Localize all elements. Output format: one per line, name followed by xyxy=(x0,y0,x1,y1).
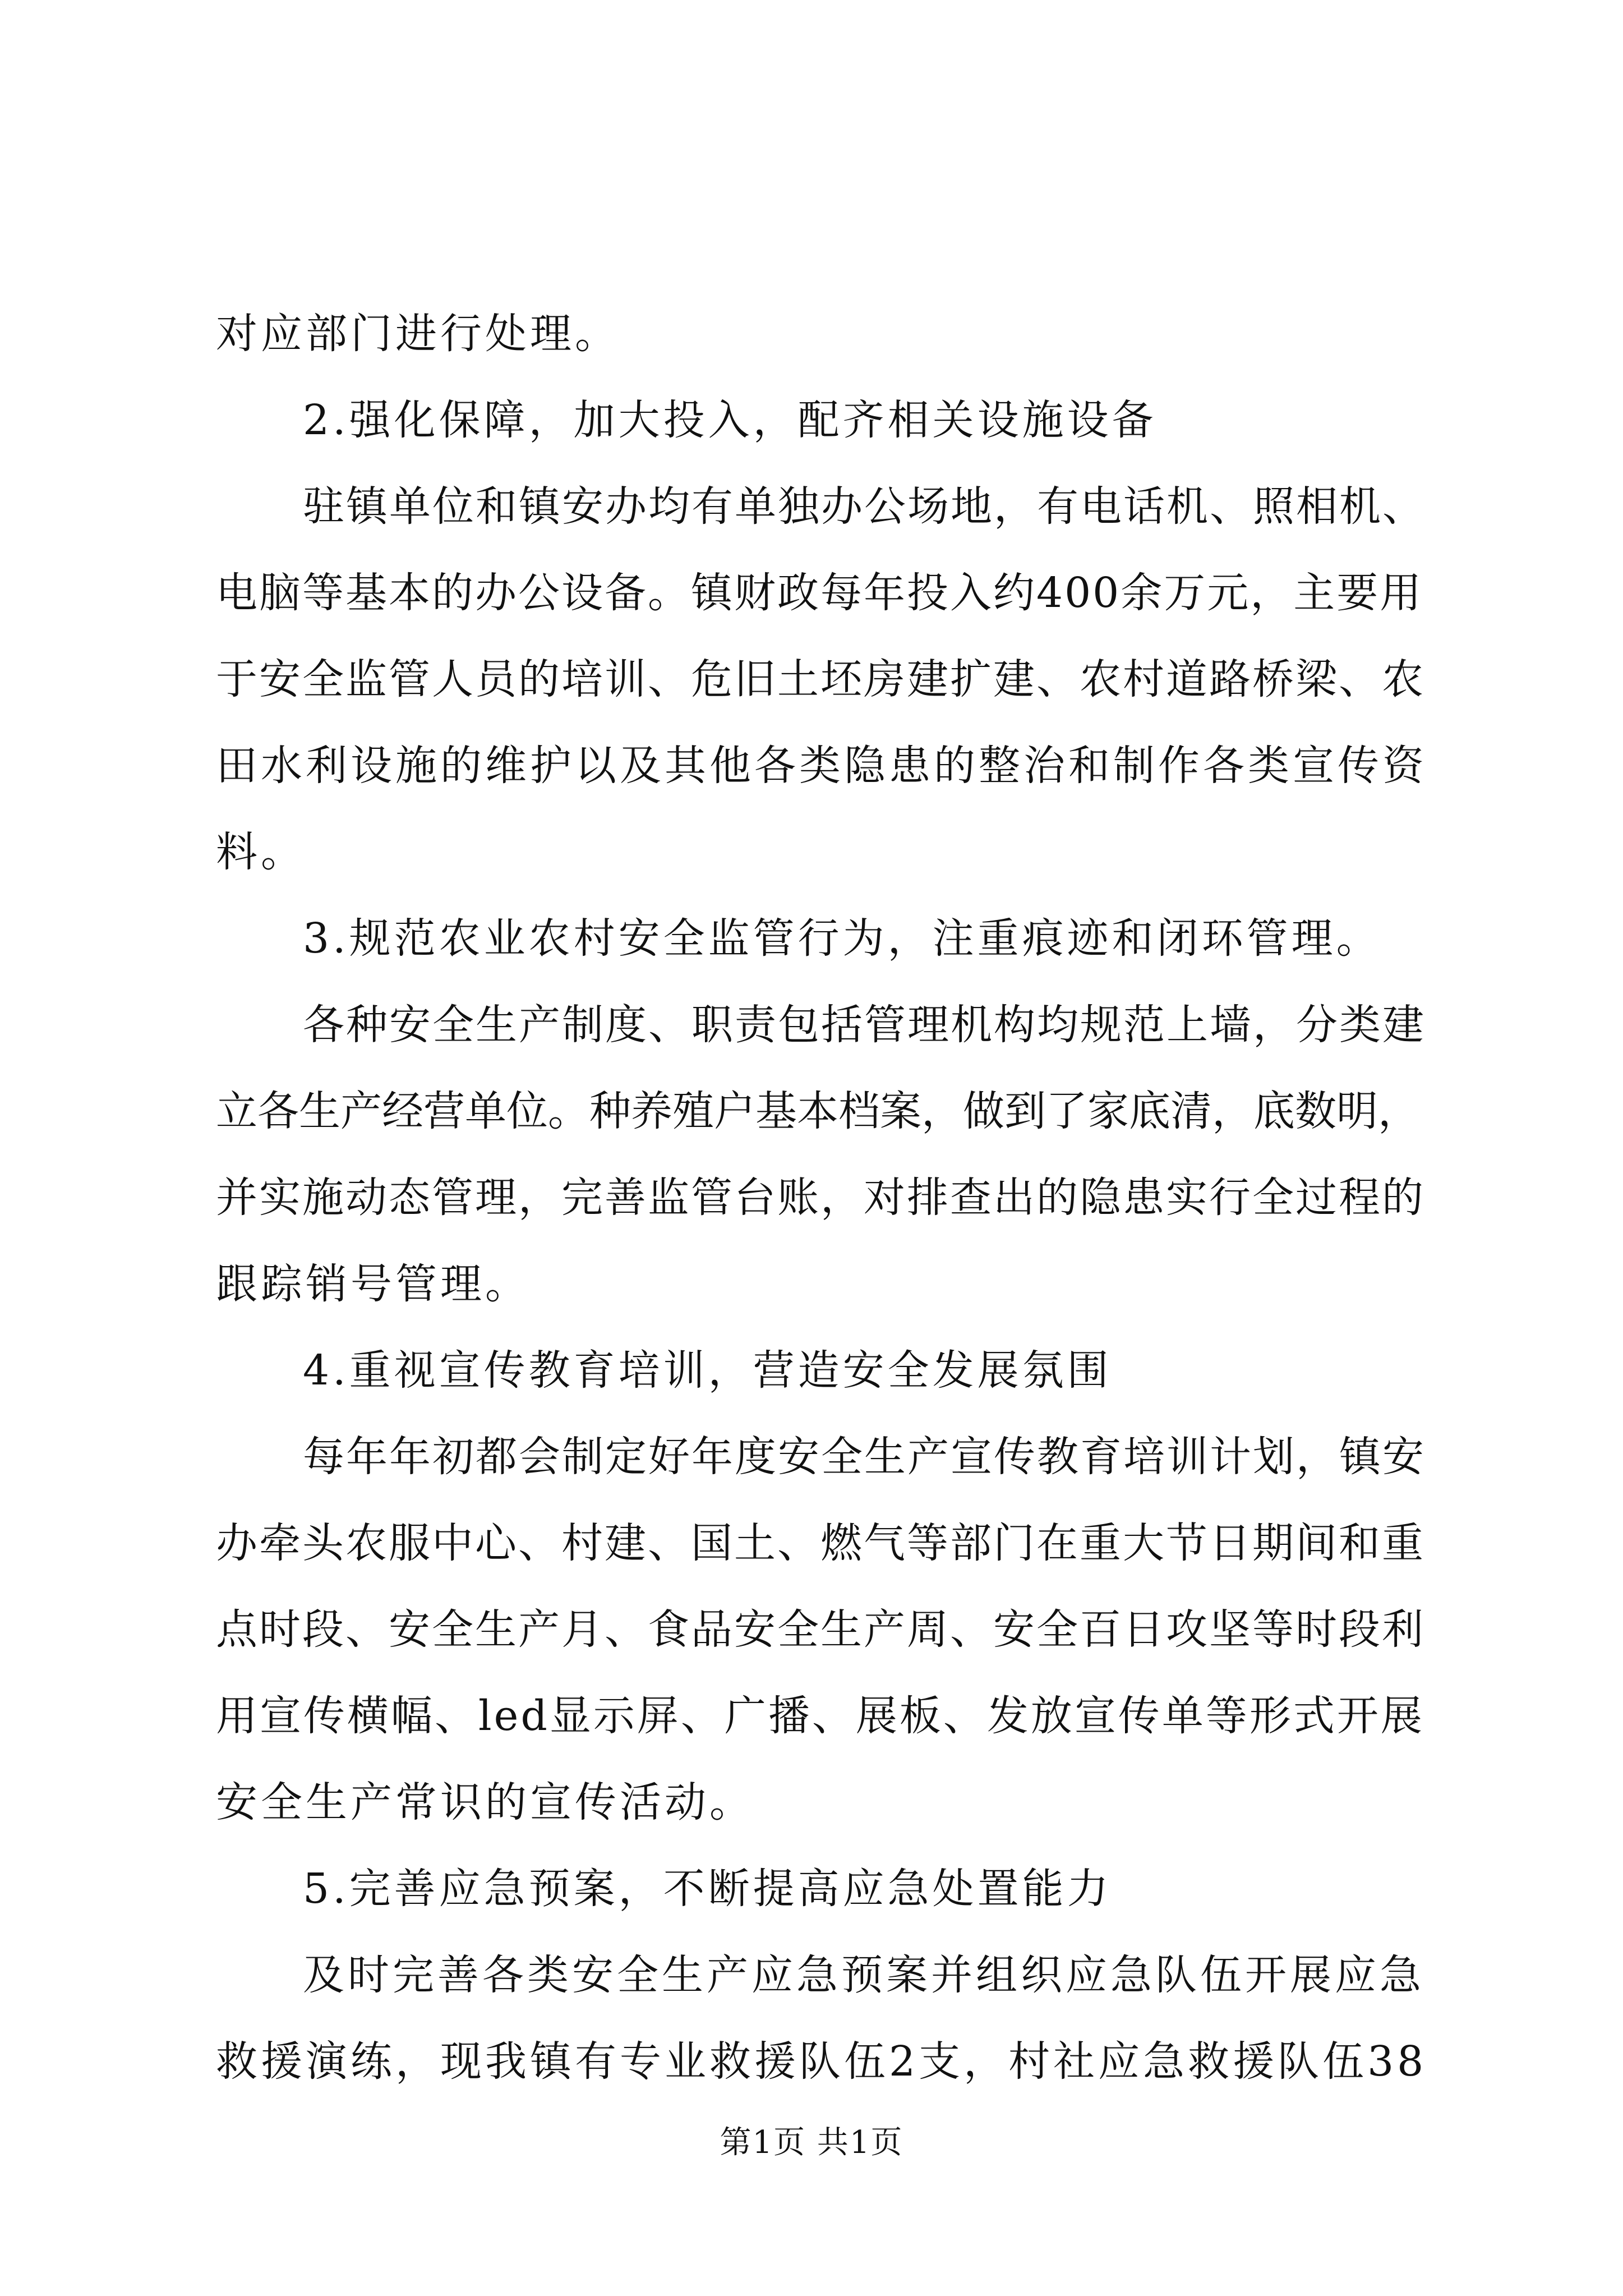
section-heading-5: 5.完善应急预案，不断提高应急处置能力 xyxy=(303,1865,1112,1913)
paragraph-line: 办牵头农服中心、村建、国土、燃气等部门在重大节日期间和重 xyxy=(216,1519,1425,1567)
section-heading-2: 2.强化保障，加大投入，配齐相关设施设备 xyxy=(303,396,1157,444)
paragraph-line: 对应部门进行处理。 xyxy=(216,310,620,358)
paragraph-line: 及时完善各类安全生产应急预案并组织应急队伍开展应急 xyxy=(303,1951,1424,1999)
paragraph-line: 电脑等基本的办公设备。镇财政每年投入约400余万元，主要用 xyxy=(216,569,1423,617)
paragraph-line: 于安全监管人员的培训、危旧土坯房建扩建、农村道路桥梁、农 xyxy=(216,655,1425,703)
paragraph-line: 安全生产常识的宣传活动。 xyxy=(216,1778,754,1826)
section-heading-4: 4.重视宣传教育培训，营造安全发展氛围 xyxy=(303,1346,1112,1395)
section-heading-3: 3.规范农业农村安全监管行为，注重痕迹和闭环管理。 xyxy=(303,914,1381,963)
paragraph-line: 各种安全生产制度、职责包括管理机构均规范上墙，分类建 xyxy=(303,1001,1426,1049)
paragraph-line: 每年年初都会制定好年度安全生产宣传教育培训计划，镇安 xyxy=(303,1433,1426,1481)
paragraph-line: 点时段、安全生产月、食品安全生产周、安全百日攻坚等时段利 xyxy=(216,1605,1425,1654)
paragraph-line: 并实施动态管理，完善监管台账，对排查出的隐患实行全过程的 xyxy=(216,1174,1425,1222)
paragraph-line: 立各生产经营单位。种养殖户基本档案，做到了家底清，底数明， xyxy=(216,1087,1419,1135)
paragraph-line: 跟踪销号管理。 xyxy=(216,1260,530,1308)
paragraph-line: 救援演练，现我镇有专业救援队伍2支，村社应急救援队伍38 xyxy=(216,2037,1427,2086)
page-footer: 第1页 共1页 xyxy=(720,2124,903,2161)
paragraph-line: 田水利设施的维护以及其他各类隐患的整治和制作各类宣传资 xyxy=(216,742,1427,790)
paragraph-line: 用宣传横幅、led显示屏、广播、展板、发放宣传单等形式开展 xyxy=(216,1692,1424,1740)
paragraph-line: 驻镇单位和镇安办均有单独办公场地，有电话机、照相机、 xyxy=(303,482,1426,531)
paragraph-line: 料。 xyxy=(216,828,306,876)
